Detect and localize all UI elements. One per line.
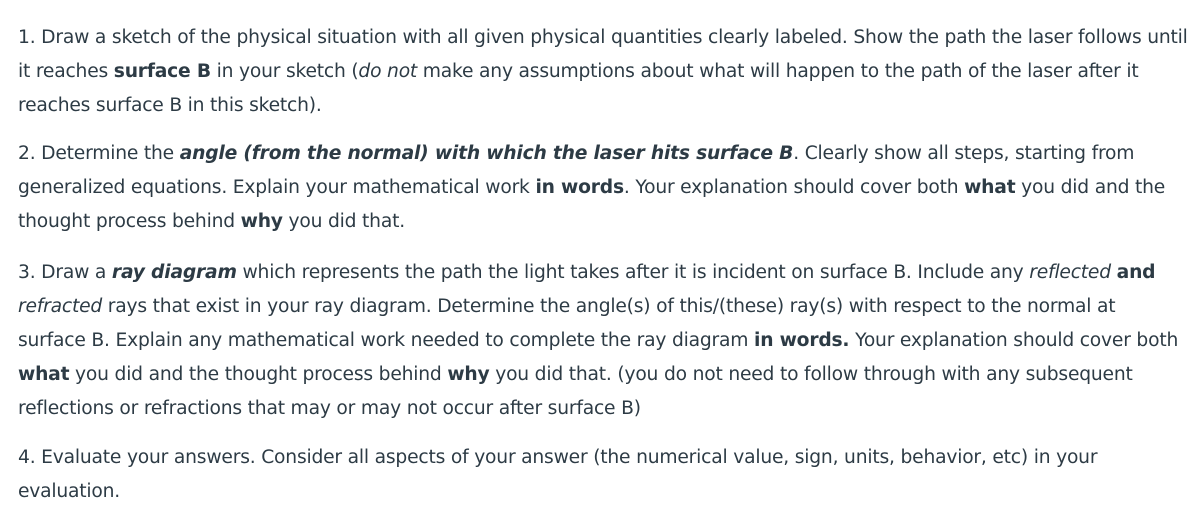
text-run: rays that exist in your ray diagram. Determine the angle(s) of this/(these) ray(s) with respect to the normal at surface B. Explain any mathematical work needed to complete the ray diagram [18,295,1116,351]
text-run: which represents the path the light takes after it is incident on surface B. Include any [236,261,1030,283]
emphasized-text-run: refracted [18,295,103,317]
emphasized-text-run: angle (from the normal) with which the laser hits surface B [179,142,794,164]
emphasized-text-run: what [18,363,70,385]
emphasized-text-run: in words. [754,329,850,351]
instruction-item-3 [18,256,1188,426]
text-run: in your sketch ( [210,60,359,82]
instruction-item-1 [18,21,1188,123]
text-run: Your explanation should cover both [849,329,1179,351]
instruction-item-2 [18,137,1188,239]
text-run: you did that. (you do not need to follow through with any subsequent reflections or refractions that may or may not occur after surface B) [18,363,1133,419]
text-run: 3. Draw a [18,261,112,283]
emphasized-text-run: reflected [1029,261,1111,283]
emphasized-text-run: why [447,363,490,385]
text-run: you did and the thought process behind [18,176,1166,232]
emphasized-text-run: do not [358,60,418,82]
text-run: 2. Determine the [18,142,180,164]
text-run: you did that. [282,210,405,232]
emphasized-text-run: in words [535,176,624,198]
emphasized-text-run: surface B [113,60,211,82]
text-run: . Your explanation should cover both [623,176,965,198]
emphasized-text-run: and [1116,261,1156,283]
text-run: make any assumptions about what will happen to the path of the laser after it reaches surface B in this sketch). [18,60,1139,116]
emphasized-text-run: what [964,176,1016,198]
text-run: 4. Evaluate your answers. Consider all aspects of your answer (the numerical value, sign, units, behavior, etc) in your evaluation. [18,446,1098,502]
text-run: you did and the thought process behind [69,363,448,385]
text-run: . Clearly show all steps, starting from generalized equations. Explain your mathematical work [18,142,1135,198]
instruction-item-4 [18,441,1188,509]
text-run: 1. Draw a sketch of the physical situation with all given physical quantities clearly labeled. Show the path the laser follows until it reaches [18,26,1188,82]
emphasized-text-run: why [240,210,283,232]
emphasized-text-run: ray diagram [111,261,237,283]
